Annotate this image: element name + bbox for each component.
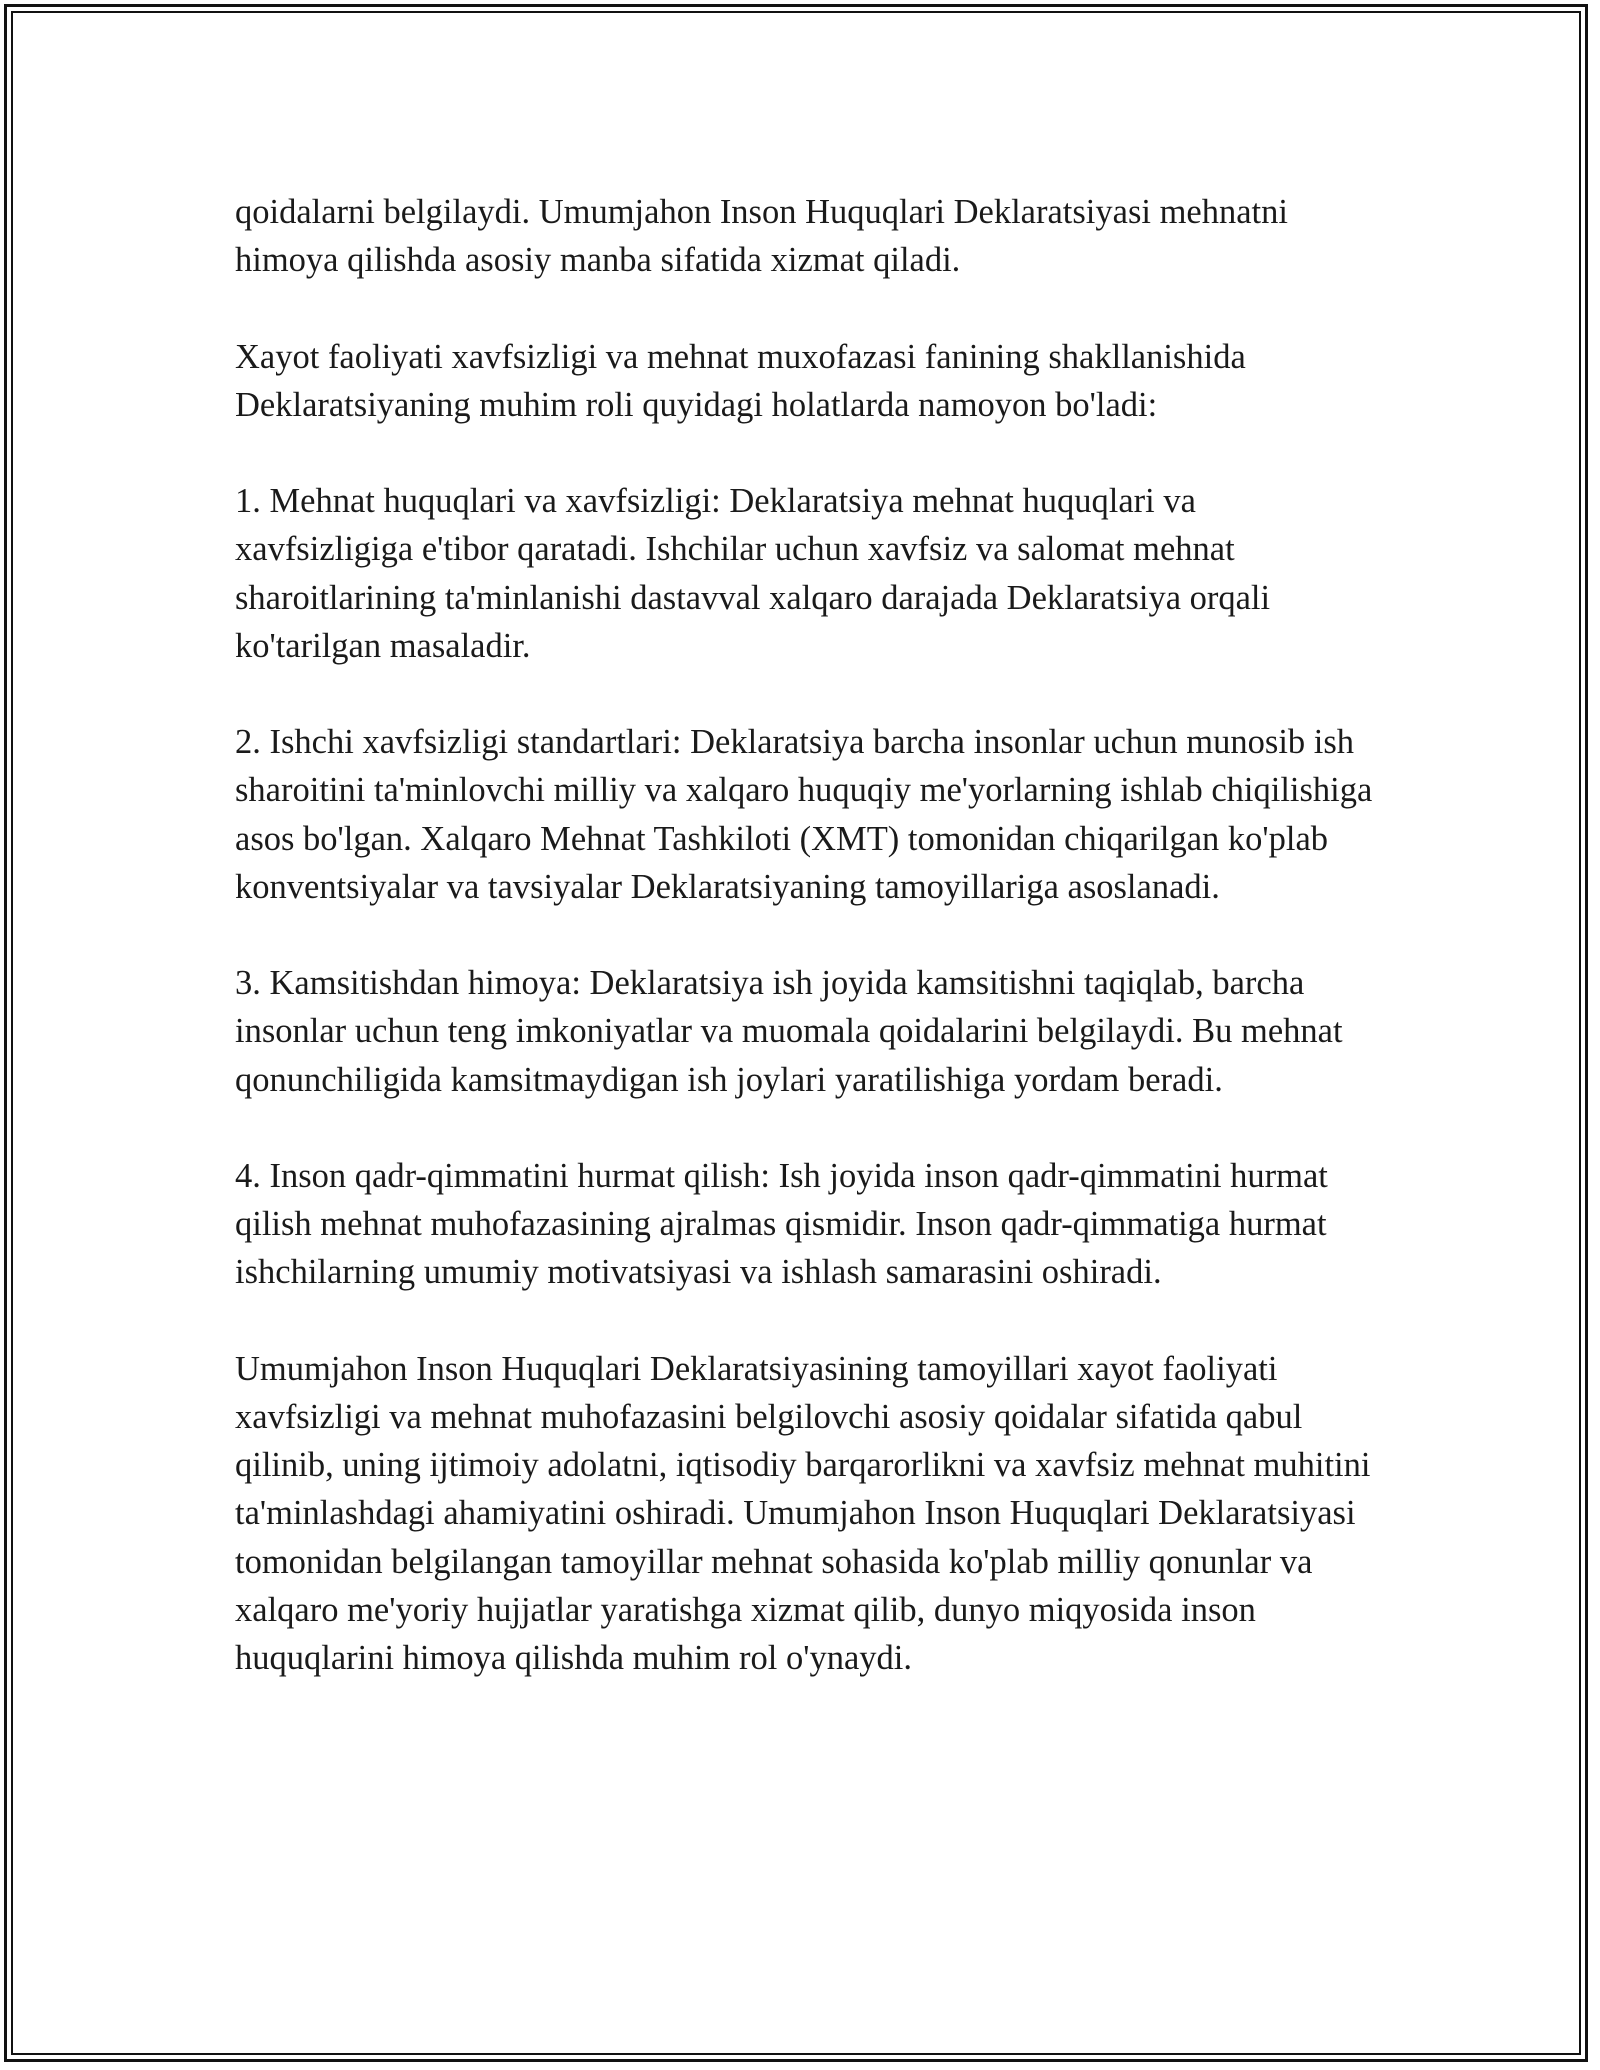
- paragraph-intro-continuation: qoidalarni belgilaydi. Umumjahon Inson Huquqlari Deklaratsiyasi mehnatni himoya qilishda asosiy manba sifatida xizmat qiladi.: [235, 193, 1288, 280]
- list-item-safety-standards: 2. Ishchi xavfsizligi standartlari: Deklaratsiya barcha insonlar uchun munosib ish sharoitini ta'minlovchi milliy va xalqaro huquqiy me'yorlarning ishlab chiqilishiga asos bo'lgan. Xalqaro Mehnat Tashkiloti (XMT) tomonidan chiqarilgan ko'plab konventsiyalar va tavsiyalar Deklaratsiyaning tamoyillariga asoslanadi.: [235, 723, 1373, 906]
- list-item-labor-rights: 1. Mehnat huquqlari va xavfsizligi: Deklaratsiya mehnat huquqlari va xavfsizligiga e'tibor qaratadi. Ishchilar uchun xavfsiz va salomat mehnat sharoitlarining ta'minlanishi dastavval xalqaro darajada Deklaratsiya orqali ko'tarilgan masaladir.: [235, 482, 1271, 665]
- document-body: [235, 188, 1375, 1682]
- paragraph-conclusion: Umumjahon Inson Huquqlari Deklaratsiyasining tamoyillari xayot faoliyati xavfsizligi va mehnat muhofazasini belgilovchi asosiy qoidalar sifatida qabul qilinib, uning ijtimoiy adolatni, iqtisodiy barqarorlikni va xavfsiz mehnat muhitini ta'minlashdagi ahamiyatini oshiradi. Umumjahon Inson Huquqlari Deklaratsiyasi tomonidan belgilangan tamoyillar mehnat sohasida ko'plab milliy qonunlar va xalqaro me'yoriy hujjatlar yaratishga xizmat qilib, dunyo miqyosida inson huquqlarini himoya qilishda muhim rol o'ynaydi.: [235, 1349, 1371, 1677]
- list-item-human-dignity: 4. Inson qadr-qimmatini hurmat qilish: Ish joyida inson qadr-qimmatini hurmat qilish mehnat muhofazasining ajralmas qismidir. Inson qadr-qimmatiga hurmat ishchilarning umumiy motivatsiyasi va ishlash samarasini oshiradi.: [235, 1156, 1328, 1292]
- paragraph-declaration-role: Xayot faoliyati xavfsizligi va mehnat muxofazasi fanining shakllanishida Deklaratsiyaning muhim roli quyidagi holatlarda namoyon bo'ladi:: [235, 337, 1246, 424]
- list-item-discrimination-protection: 3. Kamsitishdan himoya: Deklaratsiya ish joyida kamsitishni taqiqlab, barcha insonlar uchun teng imkoniyatlar va muomala qoidalarini belgilaydi. Bu mehnat qonunchiligida kamsitmaydigan ish joylari yaratilishiga yordam beradi.: [235, 964, 1343, 1099]
